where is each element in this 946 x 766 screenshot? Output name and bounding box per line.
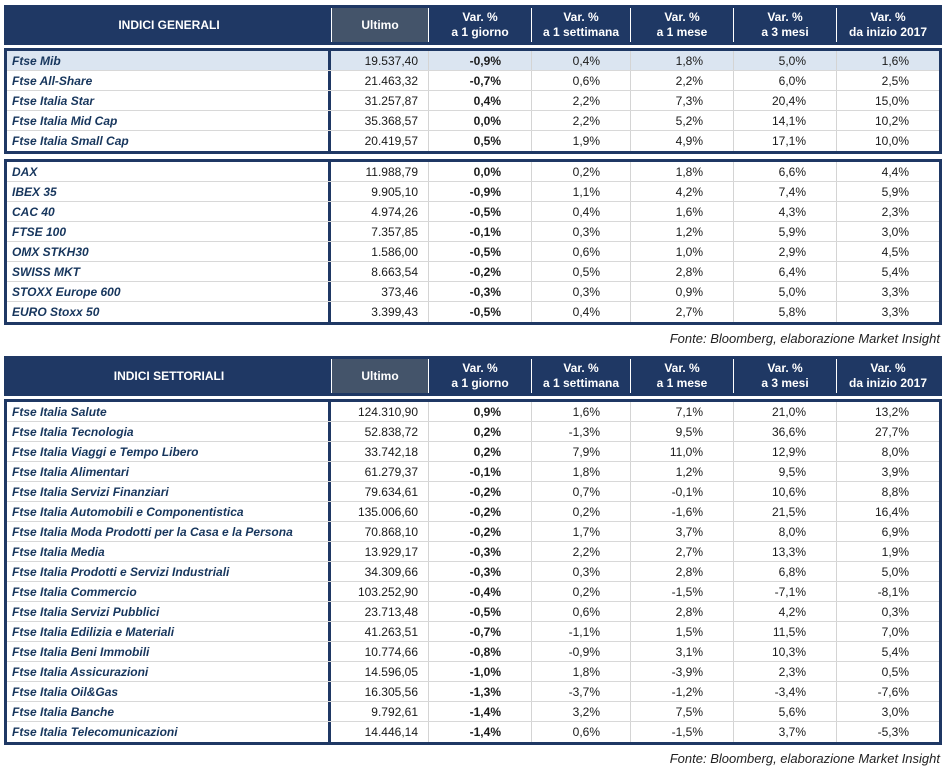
index-value: 15,0%	[836, 91, 939, 110]
index-value: 10.774,66	[364, 644, 418, 659]
index-value: 0,6%	[531, 722, 630, 742]
index-value: 4,3%	[733, 202, 836, 221]
column-header-line1: Var. %	[767, 361, 803, 375]
index-value: 6,0%	[733, 71, 836, 90]
column-header-line2: a 1 giorno	[451, 25, 509, 39]
index-value: 16,4%	[836, 502, 939, 521]
column-header-line1: Var. %	[664, 361, 700, 375]
index-value: -1,4%	[428, 702, 531, 721]
column-header-line1: Var. %	[462, 10, 498, 24]
index-value: -0,2%	[428, 482, 531, 501]
index-value: 2,2%	[531, 91, 630, 110]
index-value: 0,6%	[531, 602, 630, 621]
table-row	[7, 262, 939, 282]
index-name: Ftse Italia Prodotti e Servizi Industriali	[7, 562, 331, 581]
index-value: 0,6%	[531, 71, 630, 90]
column-header	[531, 359, 630, 393]
index-name: Ftse Italia Edilizia e Materiali	[7, 622, 331, 641]
index-value: -3,7%	[531, 682, 630, 701]
column-header-line1: Var. %	[870, 361, 906, 375]
index-value: -1,2%	[630, 682, 733, 701]
index-value: 7,5%	[630, 702, 733, 721]
table-row	[7, 462, 939, 482]
index-name: Ftse Mib	[7, 51, 331, 70]
column-header-line1: Var. %	[767, 10, 803, 24]
table-row	[7, 642, 939, 662]
column-header-line2: a 1 mese	[656, 25, 708, 39]
index-value: -7,6%	[836, 682, 939, 701]
indici-settoriali-table	[4, 356, 942, 745]
index-value: 0,4%	[531, 51, 630, 70]
table-row	[7, 562, 939, 582]
index-value: 21.463,32	[364, 73, 418, 88]
index-value: 0,2%	[531, 162, 630, 181]
index-name: Ftse Italia Moda Prodotti per la Casa e la Persona	[7, 522, 331, 541]
index-value: 8,8%	[836, 482, 939, 501]
index-value: 3,2%	[531, 702, 630, 721]
index-value: 2,8%	[630, 602, 733, 621]
index-value: 3,9%	[836, 462, 939, 481]
index-value: 3,7%	[733, 722, 836, 742]
index-value: -0,8%	[428, 642, 531, 661]
table-row	[7, 71, 939, 91]
index-value: 7,0%	[836, 622, 939, 641]
table-row	[7, 622, 939, 642]
table-row	[7, 442, 939, 462]
table-row	[7, 422, 939, 442]
index-value: 4.974,26	[371, 204, 418, 219]
index-name: FTSE 100	[7, 222, 331, 241]
index-value: 70.868,10	[364, 524, 418, 539]
table-row	[7, 302, 939, 322]
index-value: 5,9%	[836, 182, 939, 201]
index-value: 11,0%	[630, 442, 733, 461]
index-value: -0,2%	[428, 522, 531, 541]
index-value: 79.634,61	[364, 484, 418, 499]
index-value: 12,9%	[733, 442, 836, 461]
index-value: 31.257,87	[364, 93, 418, 108]
column-header-line1: Var. %	[870, 10, 906, 24]
index-value: 3,3%	[836, 302, 939, 322]
index-value: 13,3%	[733, 542, 836, 561]
index-value: 16.305,56	[364, 684, 418, 699]
index-value: 6,9%	[836, 522, 939, 541]
index-value: 0,3%	[531, 282, 630, 301]
index-value: 8,0%	[836, 442, 939, 461]
column-header	[531, 8, 630, 42]
index-name: Ftse Italia Alimentari	[7, 462, 331, 481]
index-value: 21,0%	[733, 402, 836, 421]
index-value: 61.279,37	[364, 464, 418, 479]
index-value: 33.742,18	[364, 444, 418, 459]
index-name: OMX STKH30	[7, 242, 331, 261]
table-row	[7, 111, 939, 131]
column-header-line2: a 1 settimana	[542, 25, 620, 39]
table-row	[7, 662, 939, 682]
column-header	[733, 359, 836, 393]
index-value: 0,3%	[836, 602, 939, 621]
index-value: 3,3%	[836, 282, 939, 301]
column-header	[428, 359, 531, 393]
index-value: 5,4%	[836, 642, 939, 661]
index-value: 34.309,66	[364, 564, 418, 579]
index-value: -1,5%	[630, 582, 733, 601]
index-value: 5,4%	[836, 262, 939, 281]
table-row	[7, 222, 939, 242]
index-value: 0,2%	[531, 502, 630, 521]
index-value: 7,4%	[733, 182, 836, 201]
index-value: 5,6%	[733, 702, 836, 721]
index-value: -0,1%	[630, 482, 733, 501]
table-row	[7, 482, 939, 502]
index-value: 4,2%	[733, 602, 836, 621]
index-name: EURO Stoxx 50	[7, 302, 331, 322]
index-value: 2,2%	[630, 71, 733, 90]
index-value: 2,2%	[531, 111, 630, 130]
index-value: 4,4%	[836, 162, 939, 181]
index-value: 7,9%	[531, 442, 630, 461]
index-value: -0,5%	[428, 242, 531, 261]
index-value: 10,0%	[836, 131, 939, 151]
index-value: 3,7%	[630, 522, 733, 541]
index-value: -0,2%	[428, 262, 531, 281]
index-value: -3,4%	[733, 682, 836, 701]
index-value: 373,46	[381, 284, 418, 299]
index-value: 1,9%	[836, 542, 939, 561]
index-value: 9.905,10	[371, 184, 418, 199]
index-value: 1,2%	[630, 222, 733, 241]
index-value: 2,7%	[630, 302, 733, 322]
index-value: 6,4%	[733, 262, 836, 281]
index-value: -0,9%	[428, 51, 531, 70]
index-value: 14.596,05	[364, 664, 418, 679]
index-name: Ftse Italia Oil&Gas	[7, 682, 331, 701]
index-value: 14,1%	[733, 111, 836, 130]
column-header-line1: Var. %	[664, 10, 700, 24]
index-name: Ftse Italia Small Cap	[7, 131, 331, 151]
index-name: Ftse Italia Servizi Finanziari	[7, 482, 331, 501]
table-row	[7, 202, 939, 222]
index-name: Ftse Italia Mid Cap	[7, 111, 331, 130]
index-name: Ftse Italia Automobili e Componentistica	[7, 502, 331, 521]
index-value: 0,6%	[531, 242, 630, 261]
index-value: -0,9%	[531, 642, 630, 661]
index-value: 0,2%	[428, 422, 531, 441]
index-value: 2,8%	[630, 262, 733, 281]
index-value: 20.419,57	[364, 134, 418, 148]
column-header	[733, 8, 836, 42]
index-value: -0,5%	[428, 302, 531, 322]
index-group	[4, 399, 942, 745]
index-value: -1,1%	[531, 622, 630, 641]
index-name: Ftse Italia Star	[7, 91, 331, 110]
index-value: 135.006,60	[357, 504, 418, 519]
index-value: 5,0%	[733, 51, 836, 70]
index-value: -8,1%	[836, 582, 939, 601]
index-value: 1,6%	[836, 51, 939, 70]
column-header	[331, 8, 428, 42]
table-title: INDICI GENERALI	[7, 8, 331, 42]
index-value: 2,3%	[733, 662, 836, 681]
header-row	[7, 359, 939, 393]
index-value: 0,2%	[531, 582, 630, 601]
index-value: -3,9%	[630, 662, 733, 681]
index-value: -0,3%	[428, 562, 531, 581]
index-value: 19.537,40	[331, 51, 428, 70]
index-value: -1,4%	[428, 722, 531, 742]
column-header-line2: da inizio 2017	[848, 25, 928, 39]
index-value: 1,2%	[630, 462, 733, 481]
index-value: 6,6%	[733, 162, 836, 181]
index-name: Ftse Italia Servizi Pubblici	[7, 602, 331, 621]
index-value: -0,3%	[428, 282, 531, 301]
column-header-line2: da inizio 2017	[848, 376, 928, 390]
index-value: -1,3%	[531, 422, 630, 441]
index-value: 7,3%	[630, 91, 733, 110]
index-value: 8.663,54	[371, 264, 418, 279]
index-value: -5,3%	[836, 722, 939, 742]
index-name: SWISS MKT	[7, 262, 331, 281]
column-header-line1: Var. %	[462, 361, 498, 375]
index-value: 20,4%	[733, 91, 836, 110]
index-value: -0,5%	[428, 202, 531, 221]
index-value: 17,1%	[733, 131, 836, 151]
indici-generali-table	[4, 5, 942, 325]
table-row	[7, 522, 939, 542]
index-value: 5,0%	[836, 562, 939, 581]
table-row	[7, 51, 939, 71]
column-header-line2: a 1 settimana	[542, 376, 620, 390]
index-value: 0,5%	[428, 131, 531, 151]
index-value: 1,8%	[630, 51, 733, 70]
index-name: Ftse Italia Media	[7, 542, 331, 561]
table-row	[7, 542, 939, 562]
column-header-line1: Ultimo	[361, 368, 399, 383]
index-group	[4, 48, 942, 154]
index-value: 7,1%	[630, 402, 733, 421]
table-row	[7, 242, 939, 262]
index-value: 36,6%	[733, 422, 836, 441]
index-value: -1,0%	[428, 662, 531, 681]
table-title: INDICI SETTORIALI	[7, 359, 331, 393]
table-header	[4, 5, 942, 45]
index-value: 0,0%	[428, 111, 531, 130]
index-value: 10,2%	[836, 111, 939, 130]
index-value: 3,0%	[836, 702, 939, 721]
table-row	[7, 131, 939, 151]
index-value: 9,5%	[733, 462, 836, 481]
index-value: 2,2%	[531, 542, 630, 561]
index-value: -0,4%	[428, 582, 531, 601]
index-name: Ftse Italia Beni Immobili	[7, 642, 331, 661]
table-row	[7, 582, 939, 602]
index-value: 0,4%	[531, 302, 630, 322]
index-value: -0,5%	[428, 602, 531, 621]
index-value: 6,8%	[733, 562, 836, 581]
index-value: 1,8%	[531, 462, 630, 481]
index-value: 0,0%	[428, 162, 531, 181]
column-header-line2: a 1 mese	[656, 376, 708, 390]
column-header-line1: Var. %	[563, 361, 599, 375]
index-value: 1,6%	[531, 402, 630, 421]
index-value: 2,5%	[836, 71, 939, 90]
index-name: Ftse Italia Tecnologia	[7, 422, 331, 441]
index-value: 10,6%	[733, 482, 836, 501]
index-value: 13,2%	[836, 402, 939, 421]
index-value: 0,5%	[531, 262, 630, 281]
index-value: 1,7%	[531, 522, 630, 541]
index-value: 52.838,72	[364, 424, 418, 439]
column-header-line2: a 1 giorno	[451, 376, 509, 390]
index-value: 11.988,79	[365, 164, 418, 179]
table-row	[7, 602, 939, 622]
table-row	[7, 502, 939, 522]
table-row	[7, 402, 939, 422]
index-value: 5,8%	[733, 302, 836, 322]
index-value: 0,3%	[531, 222, 630, 241]
index-value: 3.399,43	[371, 305, 418, 319]
index-value: -1,5%	[630, 722, 733, 742]
column-header	[836, 8, 939, 42]
source-note: Fonte: Bloomberg, elaborazione Market Insight	[669, 331, 940, 346]
index-value: 0,4%	[531, 202, 630, 221]
table-row	[7, 722, 939, 742]
index-value: 0,2%	[428, 442, 531, 461]
table-row	[7, 282, 939, 302]
column-header	[331, 359, 428, 393]
index-name: IBEX 35	[7, 182, 331, 201]
index-value: 0,7%	[531, 482, 630, 501]
index-value: -0,1%	[428, 462, 531, 481]
column-header-line2: a 3 mesi	[761, 25, 809, 39]
index-value: -7,1%	[733, 582, 836, 601]
index-name: Ftse Italia Commercio	[7, 582, 331, 601]
index-value: 2,9%	[733, 242, 836, 261]
column-header	[836, 359, 939, 393]
index-value: 9.792,61	[371, 704, 418, 719]
index-value: 23.713,48	[364, 604, 418, 619]
index-value: 0,3%	[531, 562, 630, 581]
index-name: DAX	[7, 162, 331, 181]
index-value: 4,2%	[630, 182, 733, 201]
table-row	[7, 702, 939, 722]
index-value: 103.252,90	[357, 584, 418, 599]
index-value: 2,8%	[630, 562, 733, 581]
index-group	[4, 159, 942, 325]
index-value: 27,7%	[836, 422, 939, 441]
index-value: -0,2%	[428, 502, 531, 521]
table-header	[4, 356, 942, 396]
index-value: 3,1%	[630, 642, 733, 661]
column-header-line1: Ultimo	[361, 17, 399, 32]
index-value: 1,5%	[630, 622, 733, 641]
column-header-line2: a 3 mesi	[761, 376, 809, 390]
index-value: 7.357,85	[371, 224, 418, 239]
index-value: 1,6%	[630, 202, 733, 221]
index-value: 1,0%	[630, 242, 733, 261]
index-value: 3,0%	[836, 222, 939, 241]
index-value: -0,9%	[428, 182, 531, 201]
table-row	[7, 162, 939, 182]
source-note: Fonte: Bloomberg, elaborazione Market Insight	[669, 751, 940, 766]
column-header-line1: Var. %	[563, 10, 599, 24]
index-value: 0,5%	[836, 662, 939, 681]
index-value: 9,5%	[630, 422, 733, 441]
column-header	[630, 8, 733, 42]
index-value: 0,9%	[630, 282, 733, 301]
index-value: -0,7%	[428, 71, 531, 90]
index-name: Ftse Italia Telecomunicazioni	[7, 722, 331, 742]
index-value: 124.310,90	[357, 404, 418, 419]
index-value: 2,3%	[836, 202, 939, 221]
index-value: -1,3%	[428, 682, 531, 701]
index-value: 35.368,57	[364, 113, 418, 128]
index-value: 1,8%	[630, 162, 733, 181]
index-value: 5,2%	[630, 111, 733, 130]
index-name: Ftse All-Share	[7, 71, 331, 90]
column-header	[630, 359, 733, 393]
table-row	[7, 182, 939, 202]
index-value: 13.929,17	[364, 544, 418, 559]
index-value: 1.586,00	[371, 244, 418, 259]
index-value: 11,5%	[733, 622, 836, 641]
header-row	[7, 8, 939, 42]
table-row	[7, 91, 939, 111]
index-value: 0,9%	[428, 402, 531, 421]
index-value: -0,3%	[428, 542, 531, 561]
index-name: Ftse Italia Salute	[7, 402, 331, 421]
index-value: -1,6%	[630, 502, 733, 521]
column-header	[428, 8, 531, 42]
index-name: Ftse Italia Assicurazioni	[7, 662, 331, 681]
index-value: 1,9%	[531, 131, 630, 151]
index-value: 10,3%	[733, 642, 836, 661]
index-value: 1,8%	[531, 662, 630, 681]
index-name: Ftse Italia Banche	[7, 702, 331, 721]
index-value: -0,7%	[428, 622, 531, 641]
index-value: 5,0%	[733, 282, 836, 301]
index-name: STOXX Europe 600	[7, 282, 331, 301]
index-value: 8,0%	[733, 522, 836, 541]
index-value: 5,9%	[733, 222, 836, 241]
index-value: 4,5%	[836, 242, 939, 261]
index-value: 14.446,14	[364, 725, 418, 739]
index-value: 41.263,51	[364, 624, 418, 639]
index-value: -0,1%	[428, 222, 531, 241]
table-row	[7, 682, 939, 702]
index-value: 0,4%	[428, 91, 531, 110]
index-value: 21,5%	[733, 502, 836, 521]
index-name: CAC 40	[7, 202, 331, 221]
index-value: 1,1%	[531, 182, 630, 201]
index-name: Ftse Italia Viaggi e Tempo Libero	[7, 442, 331, 461]
index-value: 4,9%	[630, 131, 733, 151]
index-value: 2,7%	[630, 542, 733, 561]
